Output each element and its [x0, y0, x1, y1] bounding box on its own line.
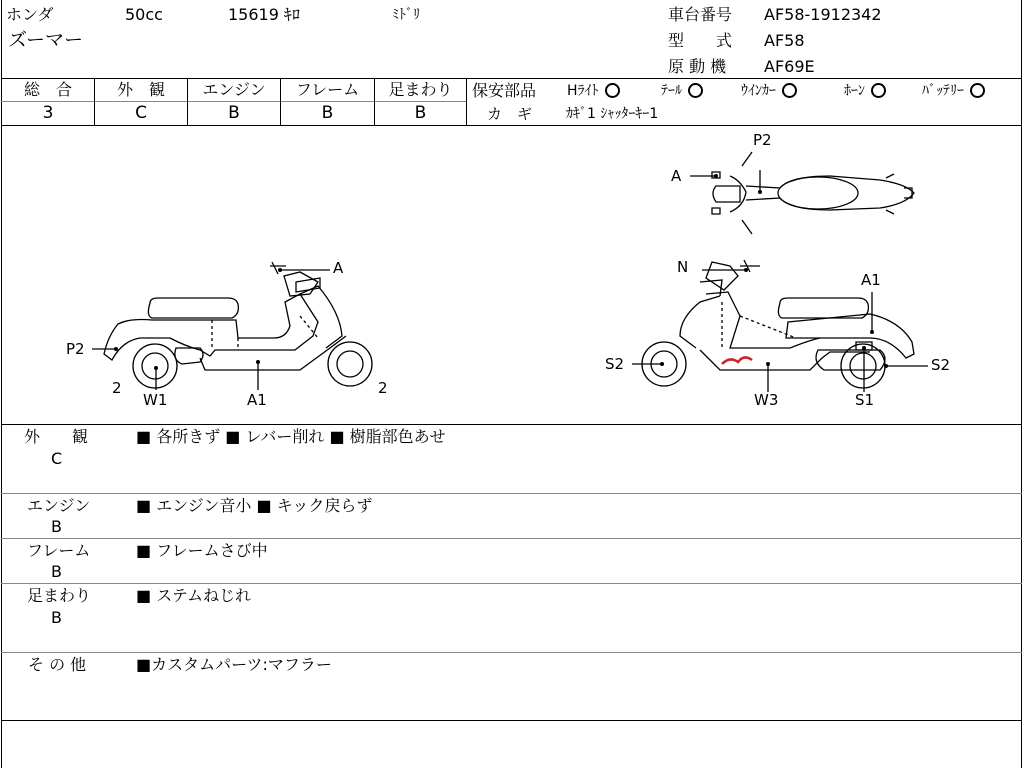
ok-mark-icon — [871, 83, 886, 98]
label-left-p2: P2 — [66, 340, 85, 358]
remark-text: ■ フレームさび中 — [136, 541, 268, 560]
label-left-a: A — [333, 259, 344, 277]
remark-grade: C — [51, 449, 63, 468]
displacement: 50cc — [125, 5, 163, 24]
grade-value-engine: B — [228, 103, 240, 123]
ok-mark-icon — [605, 83, 620, 98]
remark-grade: B — [51, 562, 62, 581]
color: ﾐﾄﾞﾘ — [392, 7, 420, 23]
grade-label-engine: エンジン — [202, 80, 266, 99]
safety-item-horn: ﾎｰﾝ — [844, 82, 890, 100]
safety-item-headlight: Hﾗｲﾄ — [567, 82, 624, 100]
remark-text: ■ 各所きず ■ レバー削れ ■ 樹脂部色あせ — [136, 427, 446, 446]
scooter-side-view-right — [632, 260, 928, 392]
grade-label-exterior: 外 観 — [116, 80, 165, 99]
key-value: ｶｷﾞ1 ｼｬｯﾀｰｷｰ1 — [566, 106, 659, 122]
label-left-w1: W1 — [143, 391, 168, 409]
safety-item-battery: ﾊﾞｯﾃﾘｰ — [922, 82, 989, 100]
maker: ホンダ — [6, 5, 54, 24]
ok-mark-icon — [688, 83, 703, 98]
remark-text: ■カスタムパーツ:マフラー — [136, 655, 332, 674]
label-right-s2b: S2 — [931, 356, 951, 374]
grade-value-suspension: B — [414, 103, 427, 123]
label-left-2a: 2 — [112, 379, 122, 397]
type-label: 型 式 — [668, 31, 733, 50]
safety-item-winker: ｳｲﾝｶｰ — [741, 82, 801, 100]
ok-mark-icon — [782, 83, 797, 98]
grade-label-frame: フレーム — [295, 80, 360, 99]
scooter-top-view — [690, 152, 914, 234]
ok-mark-icon — [970, 83, 985, 98]
remark-grade: B — [51, 608, 62, 627]
label-right-s2a: S2 — [605, 355, 625, 373]
condition-diagram — [0, 126, 1022, 423]
grade-value-frame: B — [321, 103, 334, 123]
remark-text: ■ エンジン音小 ■ キック戻らず — [136, 496, 373, 515]
mileage: 15619 ｷﾛ — [228, 5, 300, 24]
label-top-p2: P2 — [753, 131, 772, 149]
remark-category: フレーム — [27, 541, 91, 560]
model-name: ズーマー — [8, 29, 84, 51]
label-right-s1: S1 — [855, 391, 875, 409]
label-top-a: A — [671, 167, 682, 185]
frame-no-label: 車台番号 — [668, 5, 733, 24]
label-right-w3: W3 — [754, 391, 779, 409]
type-value: AF58 — [764, 31, 805, 50]
remark-text: ■ ステムねじれ — [136, 586, 252, 605]
label-right-a1: A1 — [861, 271, 881, 289]
frame-no: AF58-1912342 — [764, 5, 882, 24]
engine-value: AF69E — [764, 57, 815, 76]
key-label: カ ギ — [487, 105, 533, 123]
label-left-a1: A1 — [247, 391, 267, 409]
grade-label-overall: 総 合 — [23, 80, 72, 99]
remark-grade: B — [51, 517, 62, 536]
remark-category: 外 観 — [24, 427, 89, 446]
grade-value-overall: 3 — [42, 103, 54, 123]
grade-value-exterior: C — [135, 103, 147, 123]
safety-label: 保安部品 — [472, 81, 537, 100]
remark-category: エンジン — [27, 496, 91, 515]
safety-item-tail: ﾃｰﾙ — [661, 82, 707, 100]
remark-category: そ の 他 — [28, 655, 87, 674]
damage-mark — [722, 357, 752, 364]
engine-label: 原 動 機 — [668, 57, 727, 76]
label-right-n: N — [677, 258, 689, 276]
scooter-side-view-left — [92, 262, 372, 390]
label-left-2b: 2 — [378, 379, 388, 397]
remark-category: 足まわり — [27, 586, 92, 605]
grade-label-suspension: 足まわり — [388, 80, 453, 99]
